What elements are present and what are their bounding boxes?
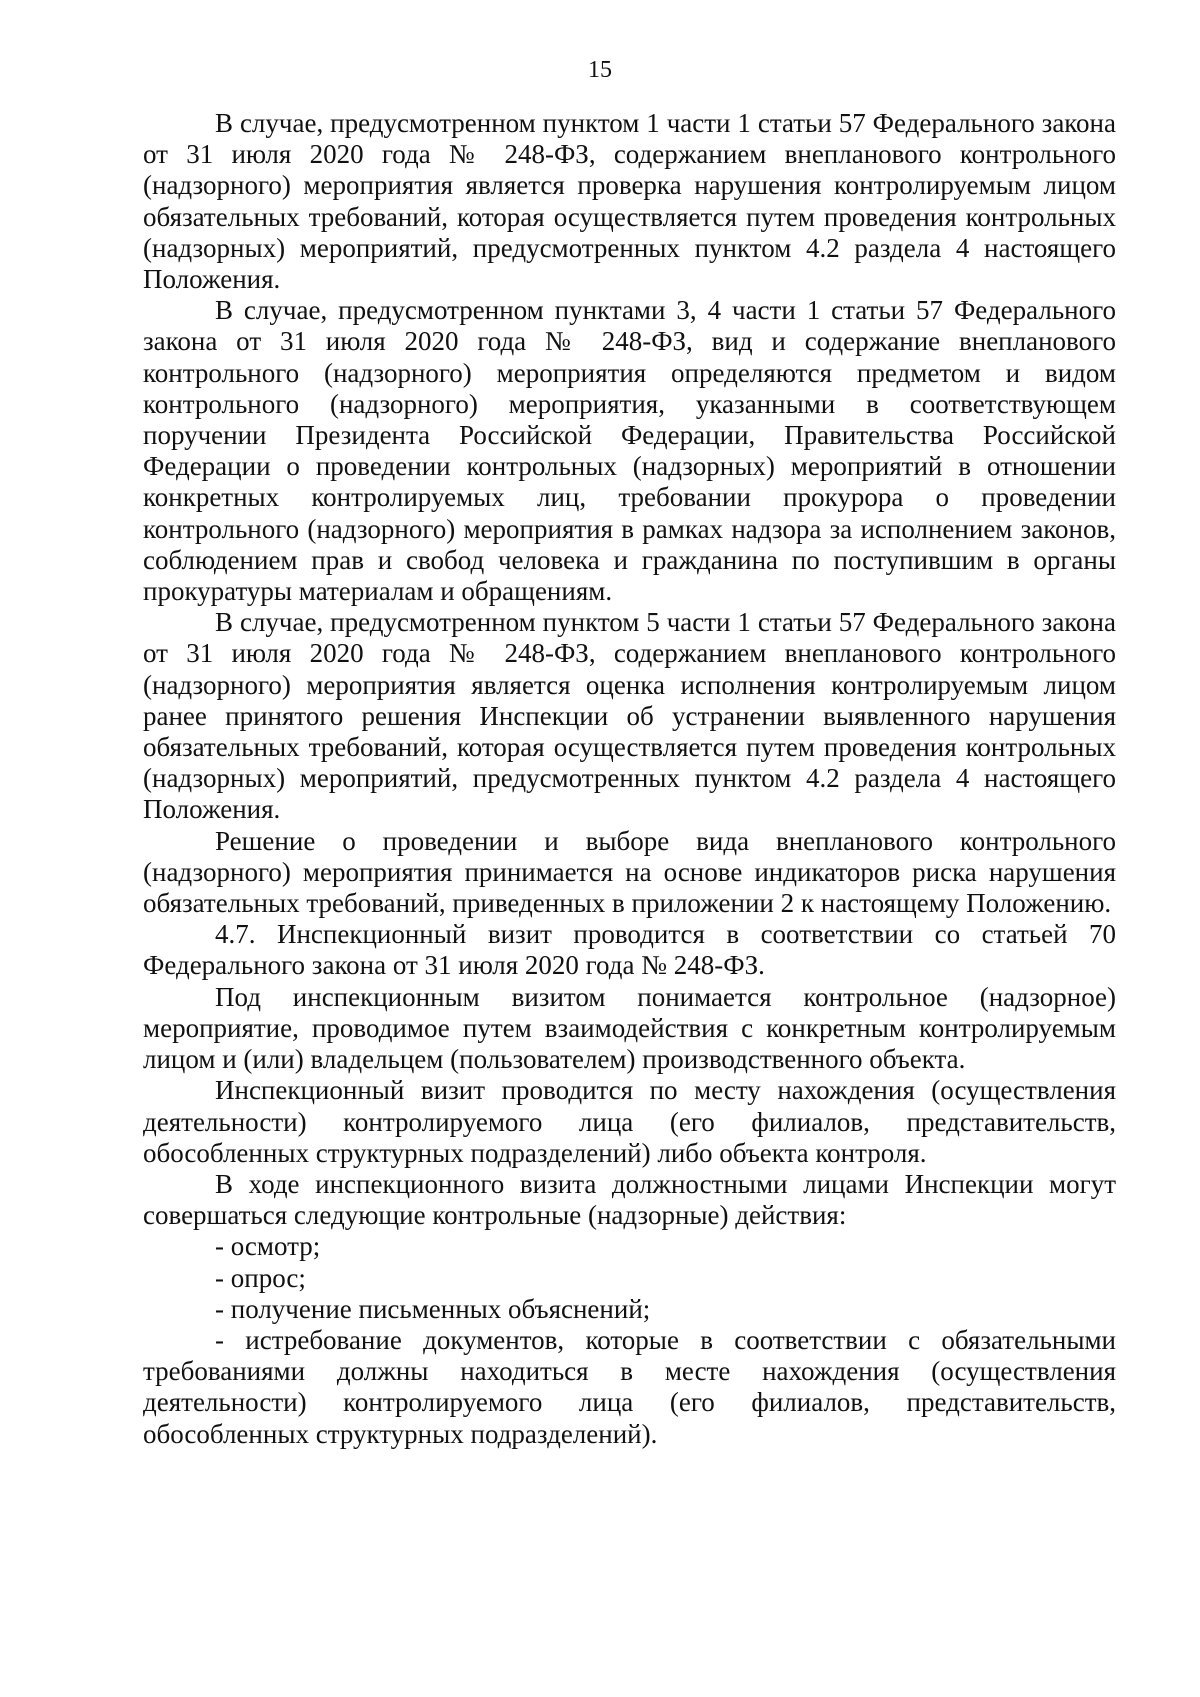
paragraph-visit-actions: В ходе инспекционного визита должностными лицами Инспекции могут совершаться следующие контрольные (надзорные) действия: xyxy=(143,1168,1116,1231)
paragraph-clause-5: В случае, предусмотренном пунктом 5 части 1 статьи 57 Федерального закона от 31 июля 2020 года № 248-ФЗ, содержанием внепланового контрольного (надзорного) мероприятия является оценка исполнения контролируемым лицом ранее принятого решения Инспекции об устранении выявленного нарушения обязательных требований, которая осуществляется путем проведения контрольных (надзорных) мероприятий, предусмотренных пунктом 4.2 раздела 4 настоящего Положения. xyxy=(143,607,1116,825)
paragraph-4-7: 4.7. Инспекционный визит проводится в соответствии со статьей 70 Федерального закона от 31 июля 2020 года № 248-ФЗ. xyxy=(143,919,1116,981)
list-item-survey: - опрос; xyxy=(215,1262,306,1293)
paragraph-visit-location: Инспекционный визит проводится по месту нахождения (осуществления деятельности) контролируемого лица (его филиалов, представительств, обособленных структурных подразделений) либо объекта контроля. xyxy=(143,1075,1116,1168)
paragraph-clause-1: В случае, предусмотренном пунктом 1 части 1 статьи 57 Федерального закона от 31 июля 2020 года № 248-ФЗ, содержанием внепланового контрольного (надзорного) мероприятия является проверка нарушения контролируемым лицом обязательных требований, которая осуществляется путем проведения контрольных (надзорных) мероприятий, предусмотренных пунктом 4.2 раздела 4 настоящего Положения. xyxy=(143,108,1116,295)
paragraph-clauses-3-4: В случае, предусмотренном пунктами 3, 4 части 1 статьи 57 Федерального закона от 31 июля 2020 года № 248-ФЗ, вид и содержание внепланового контрольного (надзорного) мероприятия определяются предметом и видом контрольного (надзорного) мероприятия, указанными в соответствующем поручении Президента Российской Федерации, Правительства Российской Федерации о проведении контрольных (надзорных) мероприятий в отношении конкретных контролируемых лиц, требовании прокурора о проведении контрольного (надзорного) мероприятия в рамках надзора за исполнением законов, соблюдением прав и свобод человека и гражданина по поступившим в органы прокуратуры материалам и обращениям. xyxy=(143,295,1116,607)
paragraph-visit-definition: Под инспекционным визитом понимается контрольное (надзорное) мероприятие, проводимое путем взаимодействия с конкретным контролируемым лицом и (или) владельцем (пользователем) производственного объекта. xyxy=(143,981,1116,1075)
list-item-inspection: - осмотр; xyxy=(215,1231,321,1262)
page-number: 15 xyxy=(588,57,612,83)
document-body xyxy=(143,108,1116,1450)
list-item-written-explanations: - получение письменных объяснений; xyxy=(215,1293,651,1324)
list-item-document-request: - истребование документов, которые в соответствии с обязательными требованиями должны находиться в месте нахождения (осуществления деятельности) контролируемого лица (его филиалов, представительств, обособленных структурных подразделений). xyxy=(143,1324,1116,1449)
paragraph-decision: Решение о проведении и выборе вида внепланового контрольного (надзорного) мероприятия принимается на основе индикаторов риска нарушения обязательных требований, приведенных в приложении 2 к настоящему Положению. xyxy=(143,825,1116,919)
